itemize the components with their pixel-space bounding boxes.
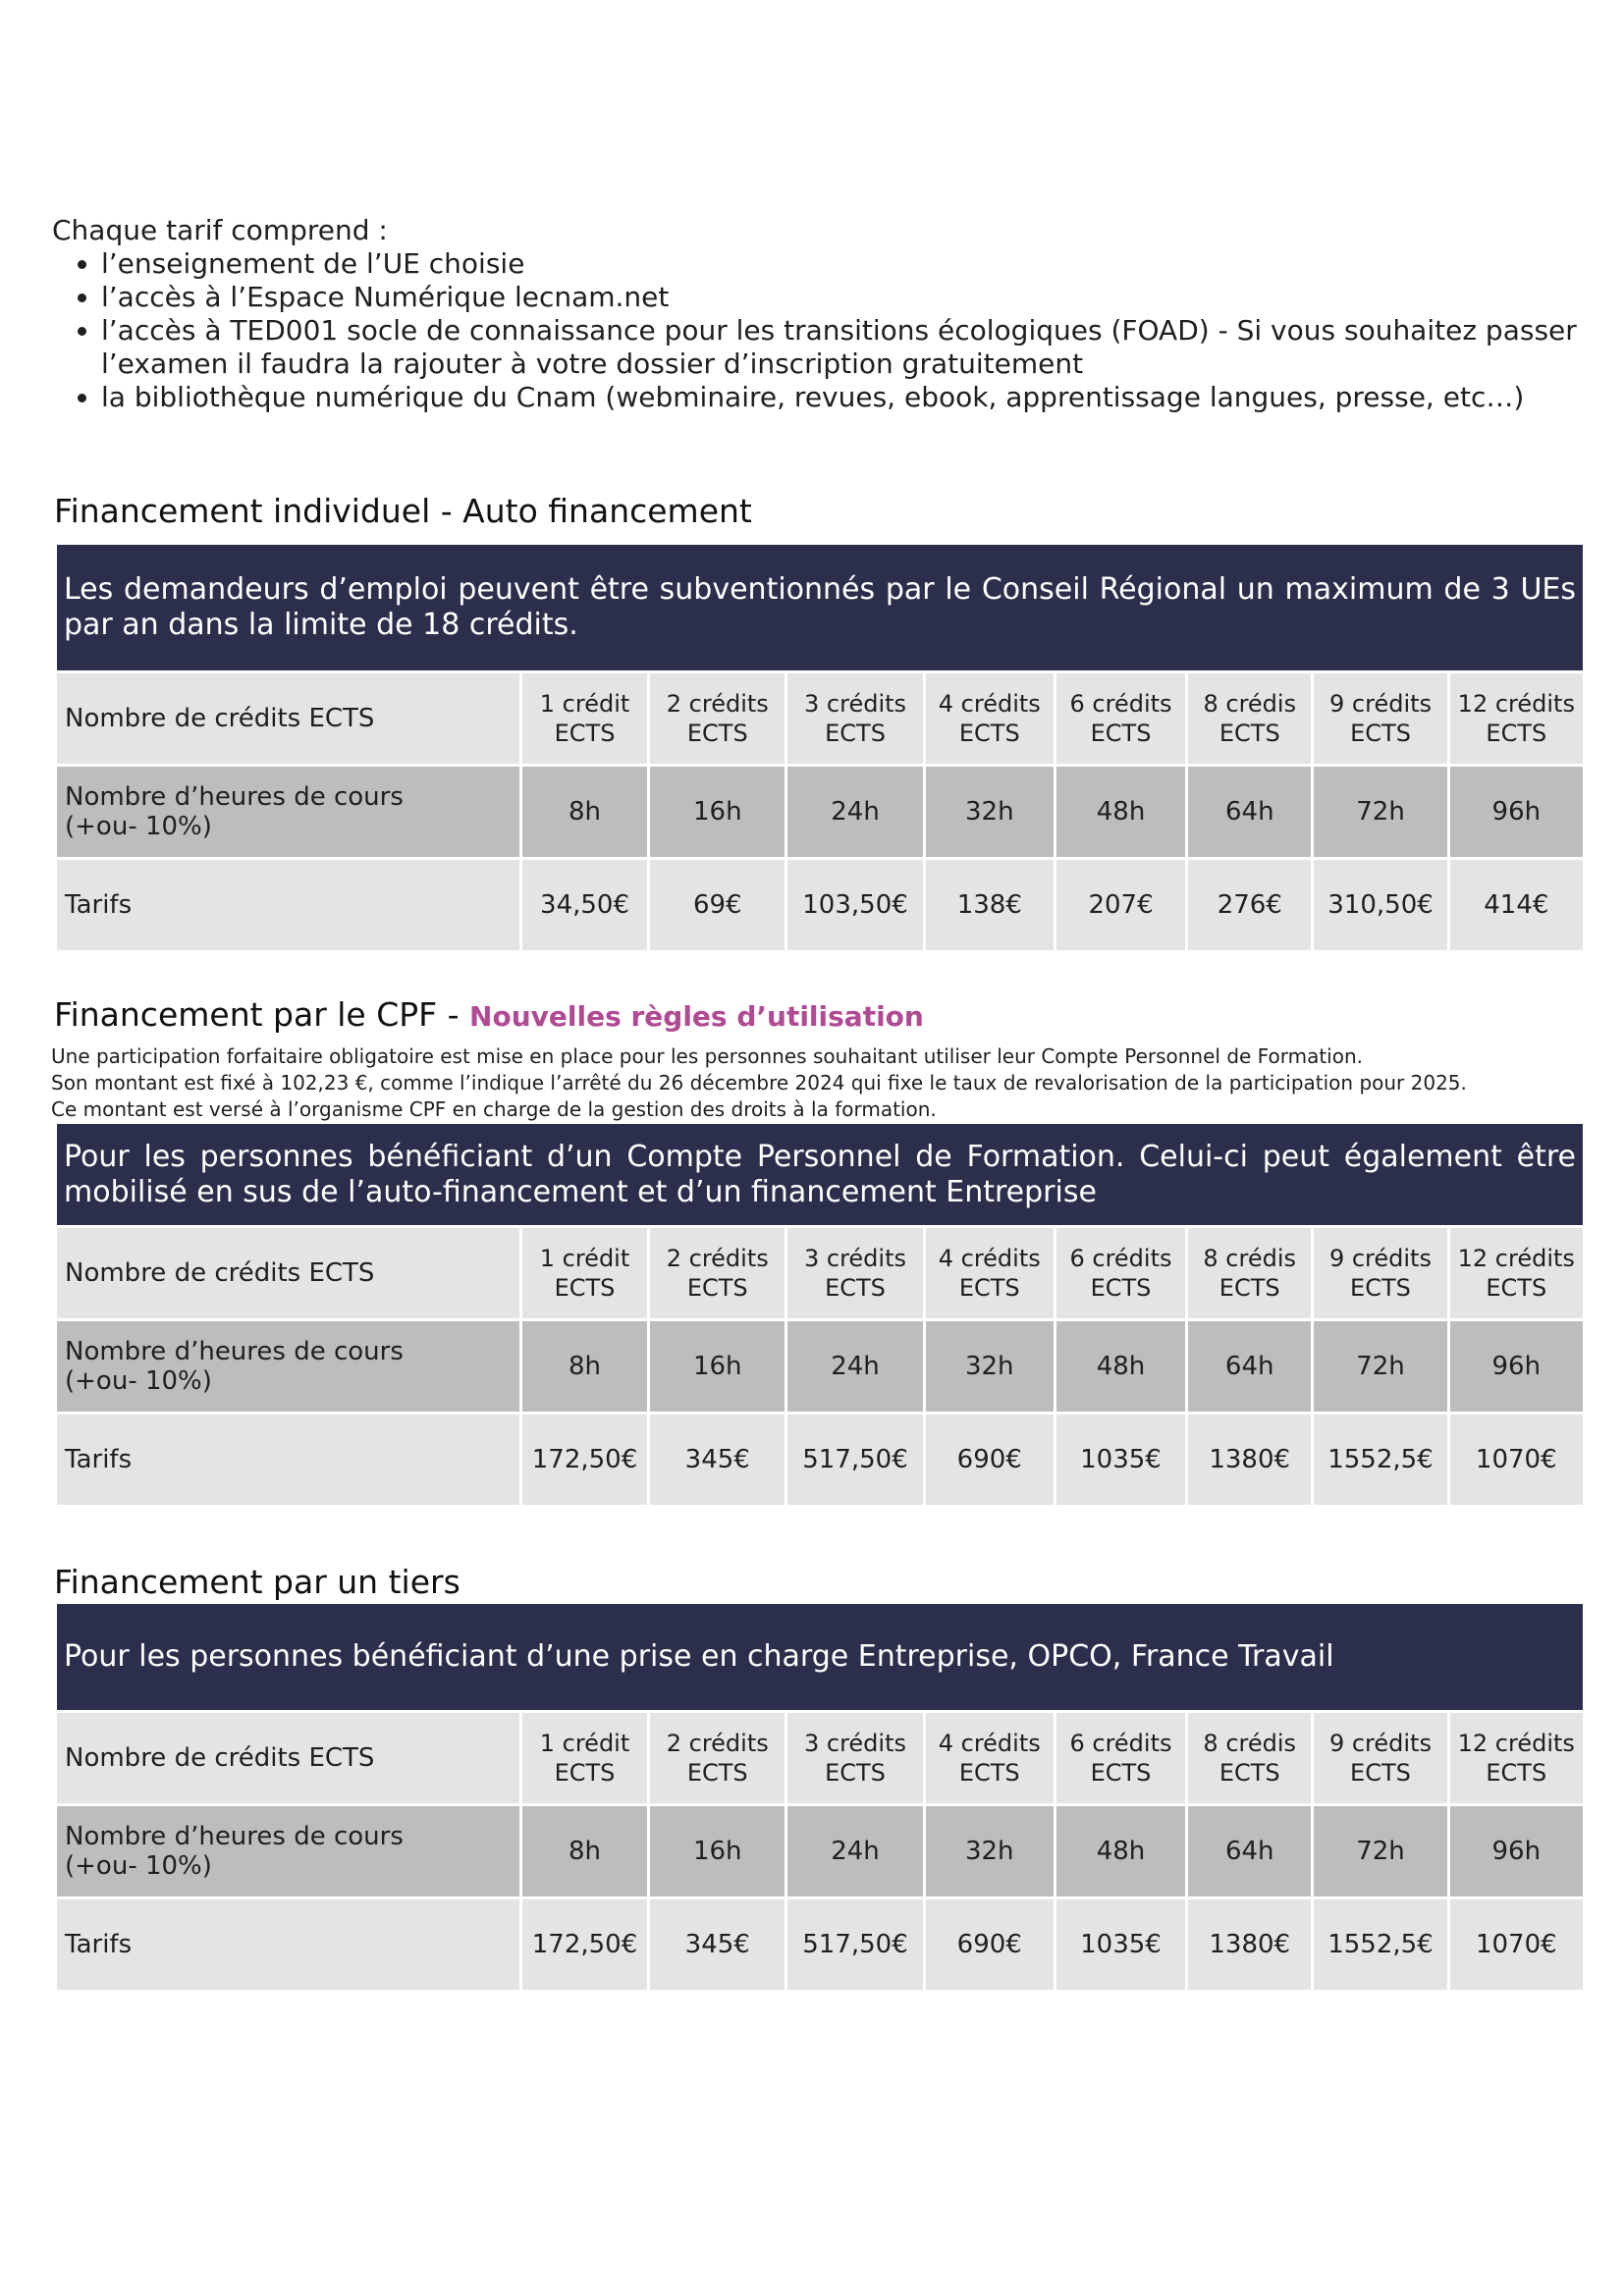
pricing-table-individual bbox=[54, 542, 1586, 953]
hours-cell: 24h bbox=[787, 1806, 922, 1896]
credit-cell: 8 crédis ECTS bbox=[1188, 1713, 1311, 1803]
price-cell: 1552,5€ bbox=[1314, 1899, 1446, 1990]
section-title-cpf: Financement par le CPF - Nouvelles règles d’utilisation bbox=[54, 995, 924, 1034]
pricing-table-cpf bbox=[54, 1121, 1586, 1508]
price-cell: 1035€ bbox=[1056, 1415, 1185, 1505]
hours-row bbox=[57, 767, 1583, 857]
includes-list bbox=[52, 247, 1584, 414]
credit-cell: 4 crédits ECTS bbox=[926, 1713, 1054, 1803]
hours-cell: 16h bbox=[650, 1806, 785, 1896]
hours-cell: 72h bbox=[1314, 1806, 1446, 1896]
hours-cell: 64h bbox=[1188, 1321, 1311, 1412]
prices-row bbox=[57, 1899, 1583, 1990]
credit-cell: 3 crédits ECTS bbox=[787, 1713, 922, 1803]
price-cell: 310,50€ bbox=[1314, 860, 1446, 950]
row-label-prices: Tarifs bbox=[57, 1899, 519, 1990]
credit-cell: 1 crédit ECTS bbox=[522, 673, 647, 764]
include-item: • l’enseignement de l’UE choisie bbox=[101, 247, 1584, 281]
credit-cell: 2 crédits ECTS bbox=[650, 1713, 785, 1803]
price-cell: 172,50€ bbox=[522, 1899, 647, 1990]
table-banner: Les demandeurs d’emploi peuvent être subventionnés par le Conseil Régional un maximum de 3 UEs par an dans la limite de 18 crédits. bbox=[57, 545, 1583, 670]
credit-cell: 2 crédits ECTS bbox=[650, 1228, 785, 1318]
hours-cell: 8h bbox=[522, 1806, 647, 1896]
row-label-prices: Tarifs bbox=[57, 1415, 519, 1505]
row-label-hours: Nombre d’heures de cours (+ou- 10%) bbox=[57, 767, 519, 857]
credit-cell: 12 crédits ECTS bbox=[1450, 1228, 1583, 1318]
hours-cell: 96h bbox=[1450, 1806, 1583, 1896]
hours-cell: 48h bbox=[1056, 1806, 1185, 1896]
section-title-individual: Financement individuel - Auto financement bbox=[54, 492, 752, 530]
cpf-notes bbox=[51, 1043, 1593, 1123]
credit-cell: 12 crédits ECTS bbox=[1450, 673, 1583, 764]
intro-lead: Chaque tarif comprend : bbox=[52, 214, 388, 246]
row-label-credits: Nombre de crédits ECTS bbox=[57, 673, 519, 764]
table-banner: Pour les personnes bénéficiant d’une prise en charge Entreprise, OPCO, France Travail bbox=[57, 1604, 1583, 1710]
credit-cell: 4 crédits ECTS bbox=[926, 673, 1054, 764]
price-cell: 1380€ bbox=[1188, 1899, 1311, 1990]
price-cell: 172,50€ bbox=[522, 1415, 647, 1505]
price-cell: 345€ bbox=[650, 1415, 785, 1505]
credit-cell: 8 crédis ECTS bbox=[1188, 673, 1311, 764]
row-label-credits: Nombre de crédits ECTS bbox=[57, 1713, 519, 1803]
hours-cell: 96h bbox=[1450, 1321, 1583, 1412]
credit-cell: 2 crédits ECTS bbox=[650, 673, 785, 764]
hours-cell: 16h bbox=[650, 1321, 785, 1412]
price-cell: 276€ bbox=[1188, 860, 1311, 950]
price-cell: 517,50€ bbox=[787, 1415, 922, 1505]
credits-row bbox=[57, 1713, 1583, 1803]
hours-row bbox=[57, 1321, 1583, 1412]
price-cell: 69€ bbox=[650, 860, 785, 950]
hours-cell: 24h bbox=[787, 767, 922, 857]
credit-cell: 6 crédits ECTS bbox=[1056, 1713, 1185, 1803]
price-cell: 1070€ bbox=[1450, 1415, 1583, 1505]
credits-row bbox=[57, 1228, 1583, 1318]
row-label-hours: Nombre d’heures de cours (+ou- 10%) bbox=[57, 1321, 519, 1412]
price-cell: 690€ bbox=[926, 1415, 1054, 1505]
tariff-includes bbox=[52, 214, 1584, 414]
hours-cell: 8h bbox=[522, 1321, 647, 1412]
cpf-note: Son montant est fixé à 102,23 €, comme l’indique l’arrêté du 26 décembre 2024 qui fixe le taux de revalorisation de la participation pour 2025. bbox=[51, 1071, 1467, 1095]
cpf-note: Une participation forfaitaire obligatoire est mise en place pour les personnes souhaitant utiliser leur Compte Personnel de Formation. bbox=[51, 1044, 1363, 1068]
price-cell: 138€ bbox=[926, 860, 1054, 950]
credit-cell: 8 crédis ECTS bbox=[1188, 1228, 1311, 1318]
price-cell: 517,50€ bbox=[787, 1899, 922, 1990]
price-cell: 1380€ bbox=[1188, 1415, 1311, 1505]
hours-cell: 48h bbox=[1056, 767, 1185, 857]
credit-cell: 9 crédits ECTS bbox=[1314, 1713, 1446, 1803]
credit-cell: 9 crédits ECTS bbox=[1314, 1228, 1446, 1318]
prices-row bbox=[57, 860, 1583, 950]
hours-cell: 32h bbox=[926, 1321, 1054, 1412]
hours-cell: 24h bbox=[787, 1321, 922, 1412]
price-cell: 103,50€ bbox=[787, 860, 922, 950]
credit-cell: 3 crédits ECTS bbox=[787, 1228, 922, 1318]
include-item: • la bibliothèque numérique du Cnam (webminaire, revues, ebook, apprentissage langues, presse, etc…) bbox=[101, 381, 1584, 414]
price-cell: 1070€ bbox=[1450, 1899, 1583, 1990]
credit-cell: 12 crédits ECTS bbox=[1450, 1713, 1583, 1803]
credit-cell: 6 crédits ECTS bbox=[1056, 1228, 1185, 1318]
credit-cell: 4 crédits ECTS bbox=[926, 1228, 1054, 1318]
hours-cell: 48h bbox=[1056, 1321, 1185, 1412]
price-cell: 414€ bbox=[1450, 860, 1583, 950]
price-cell: 1035€ bbox=[1056, 1899, 1185, 1990]
include-item: • l’accès à TED001 socle de connaissance pour les transitions écologiques (FOAD) - Si vous souhaitez passer l’examen il faudra la rajouter à votre dossier d’inscription gratuitement bbox=[101, 314, 1584, 381]
hours-cell: 32h bbox=[926, 767, 1054, 857]
credit-cell: 3 crédits ECTS bbox=[787, 673, 922, 764]
price-cell: 34,50€ bbox=[522, 860, 647, 950]
row-label-hours: Nombre d’heures de cours (+ou- 10%) bbox=[57, 1806, 519, 1896]
row-label-credits: Nombre de crédits ECTS bbox=[57, 1228, 519, 1318]
row-label-prices: Tarifs bbox=[57, 860, 519, 950]
cpf-rules-accent: Nouvelles règles d’utilisation bbox=[469, 1000, 924, 1033]
credits-row bbox=[57, 673, 1583, 764]
hours-cell: 16h bbox=[650, 767, 785, 857]
hours-cell: 8h bbox=[522, 767, 647, 857]
hours-cell: 96h bbox=[1450, 767, 1583, 857]
section-title-third-party: Financement par un tiers bbox=[54, 1563, 460, 1601]
credit-cell: 1 crédit ECTS bbox=[522, 1713, 647, 1803]
pricing-table-third-party bbox=[54, 1601, 1586, 1993]
price-cell: 207€ bbox=[1056, 860, 1185, 950]
credit-cell: 9 crédits ECTS bbox=[1314, 673, 1446, 764]
include-item: • l’accès à l’Espace Numérique lecnam.net bbox=[101, 281, 1584, 314]
cpf-note: Ce montant est versé à l’organisme CPF en charge de la gestion des droits à la formation. bbox=[51, 1097, 937, 1121]
credit-cell: 6 crédits ECTS bbox=[1056, 673, 1185, 764]
price-cell: 690€ bbox=[926, 1899, 1054, 1990]
hours-cell: 72h bbox=[1314, 767, 1446, 857]
hours-row bbox=[57, 1806, 1583, 1896]
prices-row bbox=[57, 1415, 1583, 1505]
table-banner: Pour les personnes bénéficiant d’un Compte Personnel de Formation. Celui-ci peut également être mobilisé en sus de l’auto-financement et d’un financement Entreprise bbox=[57, 1124, 1583, 1225]
credit-cell: 1 crédit ECTS bbox=[522, 1228, 647, 1318]
hours-cell: 64h bbox=[1188, 1806, 1311, 1896]
hours-cell: 32h bbox=[926, 1806, 1054, 1896]
hours-cell: 64h bbox=[1188, 767, 1311, 857]
price-cell: 1552,5€ bbox=[1314, 1415, 1446, 1505]
price-cell: 345€ bbox=[650, 1899, 785, 1990]
hours-cell: 72h bbox=[1314, 1321, 1446, 1412]
